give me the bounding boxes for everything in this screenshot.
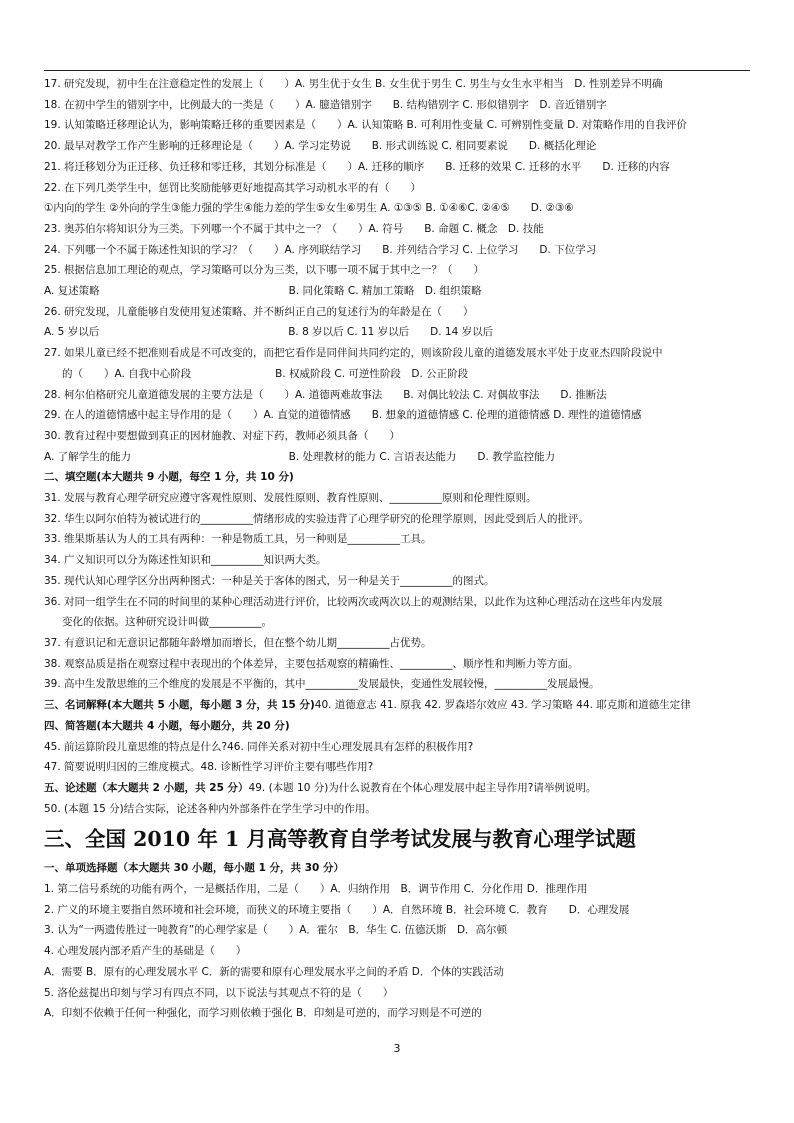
question-38: 38. 观察品质是指在观察过程中表现出的个体差异，主要包括观察的精确性、__________、顺序性和判断力等方面。 <box>44 657 579 670</box>
question-35: 35. 现代认知心理学区分出两种图式：一种是关于客体的图式，另一种是关于__________的图式。 <box>44 574 495 587</box>
question-30: 30. 教育过程中要想做到真正的因材施教、对症下药，教师必须具备（ ） <box>44 429 401 442</box>
question-47-48: 47. 简要说明归因的三维度模式。48. 诊断性学习评价主要有哪些作用? <box>44 761 374 774</box>
question-17: 17. 研究发现，初中生在注意稳定性的发展上（ ）A. 男生优于女生 B. 女生优于男生 C. 男生与女生水平相当 D. 性别差异不明确 <box>44 78 663 90</box>
section-heading-short-answer: 四、简答题(本大题共 4 小题，每小题分，共 20 分) <box>44 719 290 732</box>
question-20: 20. 最早对教学工作产生影响的迁移理论是（ ）A. 学习定势说 B. 形式训练说 C. 相同要素说 D. 概括化理论 <box>44 140 597 153</box>
question-37: 37. 有意识记和无意识记都随年龄增加而增长，但在整个幼儿期__________占优势。 <box>44 636 432 649</box>
page-content <box>44 74 754 1024</box>
question-23: 23. 奥苏伯尔将知识分为三类。下列哪一个不属于其中之一？（ ）A. 符号 B. 命题 C. 概念 D. 技能 <box>44 222 544 235</box>
question-27: 27. 如果儿童已经不把准则看成是不可改变的，而把它看作是同伴间共同约定的，则该阶段儿童的道德发展水平处于皮亚杰四阶段说中 <box>44 347 663 360</box>
question-22: 22. 在下列几类学生中，惩罚比奖励能够更好地提高其学习动机水平的有（ ） <box>44 181 422 194</box>
question-27-options: 的（ ）A. 自我中心阶段 B. 权威阶段 C. 可逆性阶段 D. 公正阶段 <box>62 367 469 380</box>
terms-items: 40. 道德意志 41. 原我 42. 罗森塔尔效应 43. 学习策略 44. 耶克斯和道德生定律 <box>314 699 691 712</box>
question-26: 26. 研究发现，儿童能够自发使用复述策略、并不断纠正自己的复述行为的年龄是在（ ） <box>44 305 474 318</box>
page-number: 3 <box>393 1042 401 1055</box>
question-26-options: A. 5 岁以后 B. 8 岁以后 C. 11 岁以后 D. 14 岁以后 <box>44 326 494 339</box>
question-19: 19. 认知策略迁移理论认为，影响策略迁移的重要因素是（ ）A. 认知策略 B. 可利用性变量 C. 可辨别性变量 D. 对策略作用的自我评价 <box>44 119 687 132</box>
new-question-1: 1. 第二信号系统的功能有两个，一是概括作用，二是（ ）A．归纳作用 B．调节作用 C．分化作用 D．推理作用 <box>44 883 588 896</box>
new-question-5: 5. 洛伦兹提出印刻与学习有四点不同，以下说法与其观点不符的是（ ） <box>44 986 394 999</box>
new-question-4-options: A．需要 B．原有的心理发展水平 C．新的需要和原有心理发展水平之间的矛盾 D．个体的实践活动 <box>44 965 504 978</box>
question-36: 36. 对同一组学生在不同的时间里的某种心理活动进行评价，比较两次或两次以上的观测结果，以此作为这种心理活动在这些年内发展 <box>44 595 663 608</box>
section-terms-line <box>44 695 754 716</box>
question-22-options: ①内向的学生 ②外向的学生③能力强的学生④能力差的学生⑤女生⑥男生 A. ①③⑤ B. ①④⑥C. ②④⑤ D. ②③⑥ <box>44 202 574 215</box>
question-25-options: A. 复述策略 B. 同化策略 C. 精加工策略 D. 组织策略 <box>44 285 482 298</box>
question-29: 29. 在人的道德情感中起主导作用的是（ ）A. 直觉的道德情感 B. 想象的道德情感 C. 伦理的道德情感 D. 理性的道德情感 <box>44 409 642 422</box>
section-essay-line <box>44 778 754 799</box>
new-question-5-options: A．印刻不依赖于任何一种强化，而学习则依赖于强化 B．印刻是可逆的，而学习则是不可逆的 <box>44 1007 482 1020</box>
question-49: 49. (本题 10 分)为什么说教育在个体心理发展中起主导作用?请举例说明。 <box>248 781 597 794</box>
section-heading-single-choice: 一、单项选择题（本大题共 30 小题，每小题 1 分，共 30 分） <box>44 862 344 875</box>
new-question-4: 4. 心理发展内部矛盾产生的基础是（ ） <box>44 945 247 958</box>
section-heading-essay: 五、论述题（本大题共 2 小题，共 25 分） <box>44 781 249 794</box>
question-18: 18. 在初中学生的错别字中，比例最大的一类是（ ）A. 臆造错别字 B. 结构错别字 C. 形似错别字 D. 音近错别字 <box>44 98 607 111</box>
question-34: 34. 广义知识可以分为陈述性知识和__________知识两大类。 <box>44 554 327 567</box>
question-32: 32. 华生以阿尔伯特为被试进行的__________情绪形成的实验违背了心理学研究的伦理学原则，因此受到后人的批评。 <box>44 512 590 525</box>
header-rule <box>44 70 750 71</box>
question-28: 28. 柯尔伯格研究儿童道德发展的主要方法是（ ）A. 道德两难故事法 B. 对偶比较法 C. 对偶故事法 D. 推断法 <box>44 388 607 401</box>
question-21: 21. 将迁移划分为正迁移、负迁移和零迁移，其划分标准是（ ）A. 迁移的顺序 B. 迁移的效果 C. 迁移的水平 D. 迁移的内容 <box>44 160 670 173</box>
question-25: 25. 根据信息加工理论的观点，学习策略可以分为三类，以下哪一项不属于其中之一？（ ） <box>44 264 485 277</box>
question-39: 39. 高中生发散思维的三个维度的发展是不平衡的，其中__________发展最快，变通性发展较慢，__________发展最慢。 <box>44 678 600 691</box>
new-question-2: 2. 广义的环境主要指自然环境和社会环境，而狭义的环境主要指（ ）A．自然环境 B．社会环境 C．教育 D．心理发展 <box>44 903 630 916</box>
section-heading-fill-in: 二、填空题(本大题共 9 小题，每空 1 分，共 10 分) <box>44 471 294 484</box>
question-24: 24. 下列哪一个不属于陈述性知识的学习？（ ）A. 序列联结学习 B. 并列结合学习 C. 上位学习 D. 下位学习 <box>44 243 597 256</box>
question-45-46: 45. 前运算阶段儿童思维的特点是什么?46. 同伴关系对初中生心理发展具有怎样的积极作用? <box>44 740 474 753</box>
exam-title: 三、全国 2010 年 1 月高等教育自学考试发展与教育心理学试题 <box>44 827 636 852</box>
question-31: 31. 发展与教育心理学研究应遵守客观性原则、发展性原则、教育性原则、__________原则和伦理性原则。 <box>44 492 537 505</box>
question-50: 50. (本题 15 分)结合实际，论述各种内外部条件在学生学习中的作用。 <box>44 802 376 815</box>
section-heading-terms: 三、名词解释(本大题共 5 小题，每小题 3 分，共 15 分) <box>44 699 315 712</box>
new-question-3: 3. 认为“一两遗传胜过一吨教育”的心理学家是（ ）A．霍尔 B．华生 C. 伍德沃斯 D．高尔顿 <box>44 924 508 937</box>
question-33: 33. 维果斯基认为人的工具有两种：一种是物质工具，另一种则是__________工具。 <box>44 533 432 546</box>
question-36-continued: 变化的依据。这种研究设计叫做__________。 <box>62 616 272 629</box>
question-30-options: A. 了解学生的能力 B. 处理教材的能力 C. 言语表达能力 D. 教学监控能力 <box>44 450 556 463</box>
